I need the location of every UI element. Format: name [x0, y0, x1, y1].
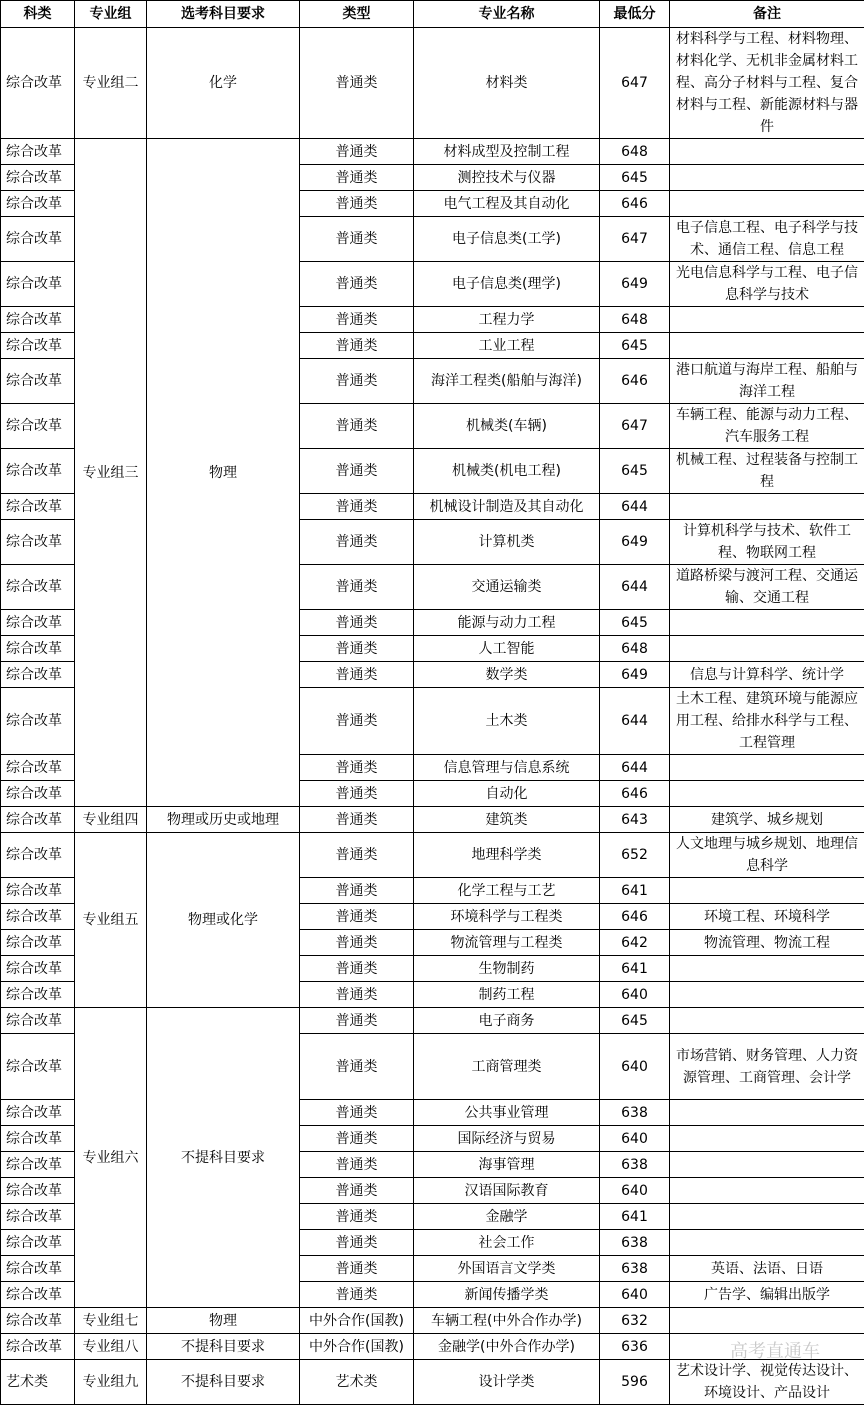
min-score-cell: 645 — [600, 1008, 670, 1034]
subject-requirement-cell: 化学 — [147, 28, 300, 139]
type-cell: 普通类 — [300, 833, 414, 878]
category-cell: 综合改革 — [1, 1282, 75, 1308]
category-cell: 综合改革 — [1, 333, 75, 359]
header-cell: 专业名称 — [414, 1, 600, 28]
min-score-cell: 648 — [600, 636, 670, 662]
type-cell: 普通类 — [300, 139, 414, 165]
note-cell: 车辆工程、能源与动力工程、汽车服务工程 — [670, 404, 864, 449]
major-name-cell: 电子信息类(工学) — [414, 217, 600, 262]
major-name-cell: 新闻传播学类 — [414, 1282, 600, 1308]
header-cell: 备注 — [670, 1, 864, 28]
category-cell: 综合改革 — [1, 1256, 75, 1282]
min-score-cell: 646 — [600, 904, 670, 930]
major-name-cell: 生物制药 — [414, 956, 600, 982]
min-score-cell: 636 — [600, 1334, 670, 1360]
type-cell: 普通类 — [300, 781, 414, 807]
major-name-cell: 电子信息类(理学) — [414, 262, 600, 307]
category-cell: 综合改革 — [1, 930, 75, 956]
category-cell: 综合改革 — [1, 1152, 75, 1178]
note-cell — [670, 878, 864, 904]
major-name-cell: 制药工程 — [414, 982, 600, 1008]
type-cell: 普通类 — [300, 404, 414, 449]
note-cell: 材料科学与工程、材料物理、材料化学、无机非金属材料工程、高分子材料与工程、复合材料与工程、新能源材料与器件 — [670, 28, 864, 139]
category-cell: 综合改革 — [1, 878, 75, 904]
major-name-cell: 机械设计制造及其自动化 — [414, 494, 600, 520]
group-cell: 专业组七 — [75, 1308, 147, 1334]
type-cell: 普通类 — [300, 494, 414, 520]
category-cell: 综合改革 — [1, 1204, 75, 1230]
note-cell: 广告学、编辑出版学 — [670, 1282, 864, 1308]
category-cell: 综合改革 — [1, 636, 75, 662]
note-cell: 英语、法语、日语 — [670, 1256, 864, 1282]
watermark-text: 高考直通车 — [730, 1337, 820, 1363]
major-name-cell: 海事管理 — [414, 1152, 600, 1178]
min-score-cell: 632 — [600, 1308, 670, 1334]
subject-requirement-cell: 不提科目要求 — [147, 1334, 300, 1360]
min-score-cell: 647 — [600, 217, 670, 262]
table-row — [1, 1308, 864, 1334]
min-score-cell: 641 — [600, 956, 670, 982]
type-cell: 普通类 — [300, 520, 414, 565]
category-cell: 综合改革 — [1, 1230, 75, 1256]
major-name-cell: 数学类 — [414, 662, 600, 688]
category-cell: 综合改革 — [1, 688, 75, 755]
category-cell: 综合改革 — [1, 807, 75, 833]
major-name-cell: 能源与动力工程 — [414, 610, 600, 636]
note-cell — [670, 494, 864, 520]
subject-requirement-cell: 物理或历史或地理 — [147, 807, 300, 833]
category-cell: 综合改革 — [1, 833, 75, 878]
type-cell: 普通类 — [300, 165, 414, 191]
min-score-cell: 641 — [600, 1204, 670, 1230]
major-name-cell: 测控技术与仪器 — [414, 165, 600, 191]
category-cell: 综合改革 — [1, 404, 75, 449]
note-cell — [670, 1230, 864, 1256]
note-cell — [670, 636, 864, 662]
major-name-cell: 汉语国际教育 — [414, 1178, 600, 1204]
category-cell: 艺术类 — [1, 1360, 75, 1405]
note-cell — [670, 1334, 864, 1360]
note-cell — [670, 1178, 864, 1204]
note-cell: 信息与计算科学、统计学 — [670, 662, 864, 688]
note-cell — [670, 139, 864, 165]
category-cell: 综合改革 — [1, 449, 75, 494]
min-score-cell: 640 — [600, 1178, 670, 1204]
min-score-cell: 640 — [600, 982, 670, 1008]
min-score-cell: 649 — [600, 520, 670, 565]
type-cell: 普通类 — [300, 1204, 414, 1230]
note-cell: 港口航道与海岸工程、船舶与海洋工程 — [670, 359, 864, 404]
type-cell: 普通类 — [300, 1152, 414, 1178]
type-cell: 普通类 — [300, 1256, 414, 1282]
note-cell — [670, 982, 864, 1008]
category-cell: 综合改革 — [1, 1100, 75, 1126]
min-score-cell: 596 — [600, 1360, 670, 1405]
group-cell: 专业组八 — [75, 1334, 147, 1360]
note-cell: 道路桥梁与渡河工程、交通运输、交通工程 — [670, 565, 864, 610]
min-score-cell: 646 — [600, 781, 670, 807]
note-cell — [670, 1204, 864, 1230]
category-cell: 综合改革 — [1, 165, 75, 191]
category-cell: 综合改革 — [1, 565, 75, 610]
note-cell — [670, 307, 864, 333]
min-score-cell: 648 — [600, 307, 670, 333]
major-name-cell: 自动化 — [414, 781, 600, 807]
major-name-cell: 计算机类 — [414, 520, 600, 565]
table-row — [1, 807, 864, 833]
major-name-cell: 金融学 — [414, 1204, 600, 1230]
note-cell: 人文地理与城乡规划、地理信息科学 — [670, 833, 864, 878]
category-cell: 综合改革 — [1, 1034, 75, 1100]
category-cell: 综合改革 — [1, 662, 75, 688]
note-cell: 电子信息工程、电子科学与技术、通信工程、信息工程 — [670, 217, 864, 262]
subject-requirement-cell: 物理 — [147, 139, 300, 807]
note-cell — [670, 781, 864, 807]
header-cell: 类型 — [300, 1, 414, 28]
category-cell: 综合改革 — [1, 610, 75, 636]
note-cell: 物流管理、物流工程 — [670, 930, 864, 956]
type-cell: 普通类 — [300, 807, 414, 833]
min-score-cell: 638 — [600, 1100, 670, 1126]
min-score-cell: 638 — [600, 1256, 670, 1282]
category-cell: 综合改革 — [1, 1178, 75, 1204]
category-cell: 综合改革 — [1, 307, 75, 333]
subject-requirement-cell: 不提科目要求 — [147, 1360, 300, 1405]
type-cell: 普通类 — [300, 610, 414, 636]
major-name-cell: 地理科学类 — [414, 833, 600, 878]
header-row — [1, 1, 864, 28]
type-cell: 普通类 — [300, 878, 414, 904]
note-cell: 机械工程、过程装备与控制工程 — [670, 449, 864, 494]
min-score-cell: 652 — [600, 833, 670, 878]
major-name-cell: 国际经济与贸易 — [414, 1126, 600, 1152]
min-score-cell: 640 — [600, 1126, 670, 1152]
min-score-cell: 638 — [600, 1152, 670, 1178]
header-cell: 最低分 — [600, 1, 670, 28]
min-score-cell: 648 — [600, 139, 670, 165]
category-cell: 综合改革 — [1, 520, 75, 565]
category-cell: 综合改革 — [1, 755, 75, 781]
min-score-cell: 644 — [600, 688, 670, 755]
type-cell: 中外合作(国教) — [300, 1308, 414, 1334]
major-name-cell: 工程力学 — [414, 307, 600, 333]
type-cell: 艺术类 — [300, 1360, 414, 1405]
note-cell — [670, 1100, 864, 1126]
category-cell: 综合改革 — [1, 1308, 75, 1334]
category-cell: 综合改革 — [1, 217, 75, 262]
min-score-cell: 649 — [600, 662, 670, 688]
note-cell: 建筑学、城乡规划 — [670, 807, 864, 833]
min-score-cell: 646 — [600, 359, 670, 404]
major-name-cell: 车辆工程(中外合作办学) — [414, 1308, 600, 1334]
major-name-cell: 环境科学与工程类 — [414, 904, 600, 930]
major-name-cell: 建筑类 — [414, 807, 600, 833]
type-cell: 普通类 — [300, 191, 414, 217]
table-row — [1, 1334, 864, 1360]
min-score-cell: 644 — [600, 565, 670, 610]
type-cell: 普通类 — [300, 1034, 414, 1100]
min-score-cell: 645 — [600, 333, 670, 359]
note-cell: 艺术设计学、视觉传达设计、环境设计、产品设计 — [670, 1360, 864, 1405]
min-score-cell: 647 — [600, 404, 670, 449]
min-score-cell: 642 — [600, 930, 670, 956]
category-cell: 综合改革 — [1, 1008, 75, 1034]
table-row — [1, 1008, 864, 1034]
note-cell — [670, 755, 864, 781]
note-cell — [670, 191, 864, 217]
category-cell: 综合改革 — [1, 191, 75, 217]
note-cell: 土木工程、建筑环境与能源应用工程、给排水科学与工程、工程管理 — [670, 688, 864, 755]
table-row — [1, 139, 864, 165]
note-cell — [670, 333, 864, 359]
major-name-cell: 人工智能 — [414, 636, 600, 662]
category-cell: 综合改革 — [1, 1334, 75, 1360]
type-cell: 普通类 — [300, 982, 414, 1008]
subject-requirement-cell: 物理或化学 — [147, 833, 300, 1008]
category-cell: 综合改革 — [1, 982, 75, 1008]
type-cell: 普通类 — [300, 565, 414, 610]
type-cell: 普通类 — [300, 904, 414, 930]
min-score-cell: 647 — [600, 28, 670, 139]
type-cell: 普通类 — [300, 1230, 414, 1256]
subject-requirement-cell: 不提科目要求 — [147, 1008, 300, 1308]
group-cell: 专业组五 — [75, 833, 147, 1008]
category-cell: 综合改革 — [1, 262, 75, 307]
note-cell — [670, 1126, 864, 1152]
category-cell: 综合改革 — [1, 1126, 75, 1152]
type-cell: 普通类 — [300, 636, 414, 662]
type-cell: 普通类 — [300, 956, 414, 982]
major-name-cell: 机械类(车辆) — [414, 404, 600, 449]
major-name-cell: 机械类(机电工程) — [414, 449, 600, 494]
group-cell: 专业组四 — [75, 807, 147, 833]
major-name-cell: 工商管理类 — [414, 1034, 600, 1100]
min-score-cell: 644 — [600, 494, 670, 520]
header-cell: 专业组 — [75, 1, 147, 28]
table-row — [1, 1360, 864, 1405]
min-score-cell: 645 — [600, 610, 670, 636]
type-cell: 普通类 — [300, 755, 414, 781]
major-name-cell: 土木类 — [414, 688, 600, 755]
note-cell — [670, 956, 864, 982]
major-name-cell: 外国语言文学类 — [414, 1256, 600, 1282]
type-cell: 普通类 — [300, 1178, 414, 1204]
major-name-cell: 物流管理与工程类 — [414, 930, 600, 956]
type-cell: 普通类 — [300, 930, 414, 956]
type-cell: 普通类 — [300, 688, 414, 755]
type-cell: 普通类 — [300, 217, 414, 262]
note-cell — [670, 1308, 864, 1334]
type-cell: 普通类 — [300, 449, 414, 494]
major-name-cell: 交通运输类 — [414, 565, 600, 610]
min-score-cell: 646 — [600, 191, 670, 217]
table-row — [1, 28, 864, 139]
min-score-cell: 645 — [600, 449, 670, 494]
type-cell: 普通类 — [300, 28, 414, 139]
note-cell: 光电信息科学与工程、电子信息科学与技术 — [670, 262, 864, 307]
type-cell: 普通类 — [300, 307, 414, 333]
major-name-cell: 海洋工程类(船舶与海洋) — [414, 359, 600, 404]
major-name-cell: 信息管理与信息系统 — [414, 755, 600, 781]
type-cell: 中外合作(国教) — [300, 1334, 414, 1360]
type-cell: 普通类 — [300, 1100, 414, 1126]
group-cell: 专业组九 — [75, 1360, 147, 1405]
note-cell — [670, 1008, 864, 1034]
note-cell — [670, 1152, 864, 1178]
major-name-cell: 材料成型及控制工程 — [414, 139, 600, 165]
header-cell: 选考科目要求 — [147, 1, 300, 28]
major-name-cell: 社会工作 — [414, 1230, 600, 1256]
major-name-cell: 材料类 — [414, 28, 600, 139]
min-score-cell: 640 — [600, 1034, 670, 1100]
min-score-cell: 641 — [600, 878, 670, 904]
table-row — [1, 833, 864, 878]
note-cell: 环境工程、环境科学 — [670, 904, 864, 930]
note-cell: 市场营销、财务管理、人力资源管理、工商管理、会计学 — [670, 1034, 864, 1100]
category-cell: 综合改革 — [1, 956, 75, 982]
type-cell: 普通类 — [300, 262, 414, 307]
major-name-cell: 电气工程及其自动化 — [414, 191, 600, 217]
group-cell: 专业组二 — [75, 28, 147, 139]
major-name-cell: 设计学类 — [414, 1360, 600, 1405]
min-score-cell: 649 — [600, 262, 670, 307]
major-name-cell: 公共事业管理 — [414, 1100, 600, 1126]
major-name-cell: 工业工程 — [414, 333, 600, 359]
category-cell: 综合改革 — [1, 359, 75, 404]
category-cell: 综合改革 — [1, 494, 75, 520]
min-score-cell: 640 — [600, 1282, 670, 1308]
type-cell: 普通类 — [300, 1126, 414, 1152]
group-cell: 专业组六 — [75, 1008, 147, 1308]
note-cell — [670, 165, 864, 191]
header-cell: 科类 — [1, 1, 75, 28]
min-score-cell: 638 — [600, 1230, 670, 1256]
subject-requirement-cell: 物理 — [147, 1308, 300, 1334]
category-cell: 综合改革 — [1, 28, 75, 139]
category-cell: 综合改革 — [1, 904, 75, 930]
min-score-cell: 643 — [600, 807, 670, 833]
min-score-cell: 645 — [600, 165, 670, 191]
category-cell: 综合改革 — [1, 139, 75, 165]
type-cell: 普通类 — [300, 662, 414, 688]
type-cell: 普通类 — [300, 1008, 414, 1034]
group-cell: 专业组三 — [75, 139, 147, 807]
note-cell — [670, 610, 864, 636]
major-name-cell: 金融学(中外合作办学) — [414, 1334, 600, 1360]
category-cell: 综合改革 — [1, 781, 75, 807]
type-cell: 普通类 — [300, 333, 414, 359]
type-cell: 普通类 — [300, 359, 414, 404]
note-cell: 计算机科学与技术、软件工程、物联网工程 — [670, 520, 864, 565]
type-cell: 普通类 — [300, 1282, 414, 1308]
major-name-cell: 化学工程与工艺 — [414, 878, 600, 904]
major-name-cell: 电子商务 — [414, 1008, 600, 1034]
min-score-cell: 644 — [600, 755, 670, 781]
